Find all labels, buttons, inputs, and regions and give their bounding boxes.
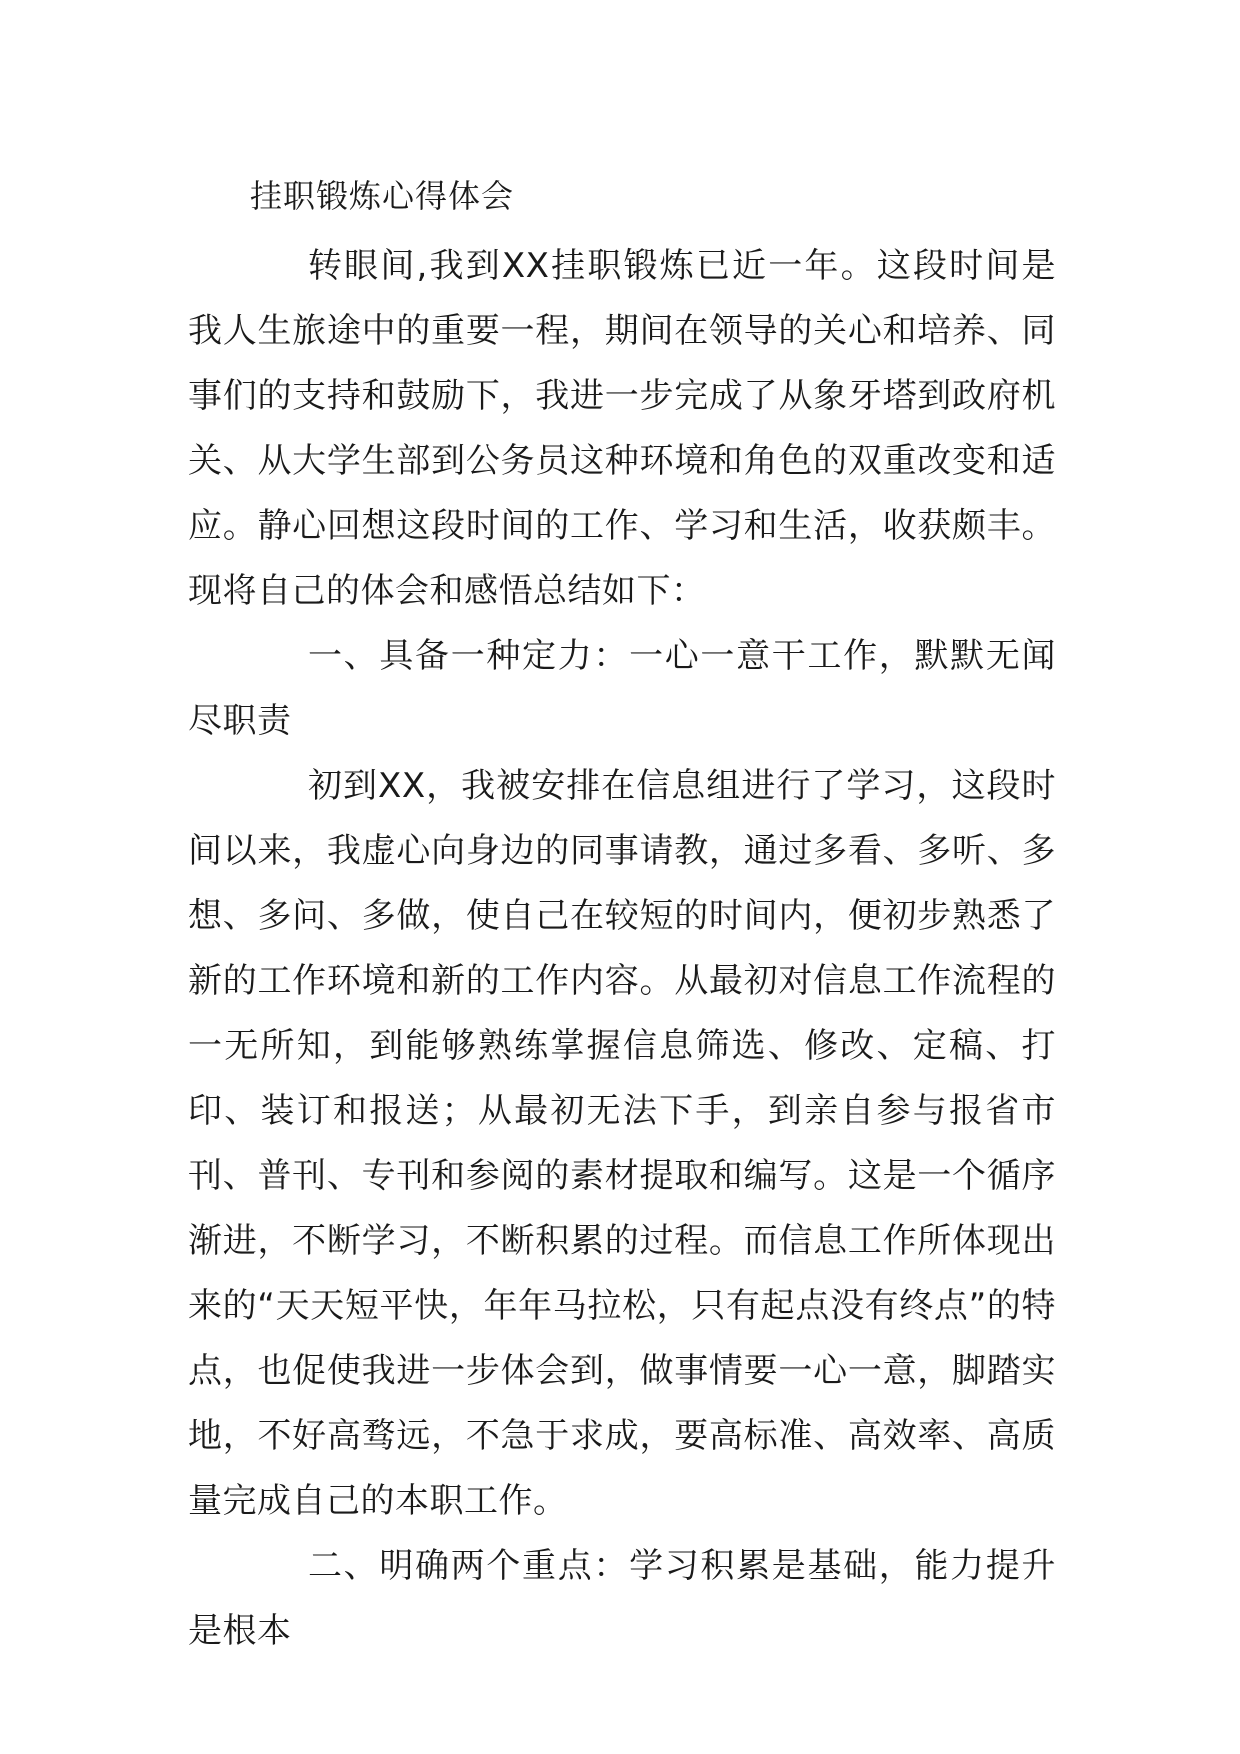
paragraph-intro: 转眼间,我到XX挂职锻炼已近一年。这段时间是我人生旅途中的重要一程，期间在领导的关心和培养、同事们的支持和鼓励下，我进一步完成了从象牙塔到政府机关、从大学生部到公务员这种环境和角色的双重改变和适应。静心回想这段时间的工作、学习和生活，收获颇丰。现将自己的体会和感悟总结如下：	[188, 246, 1056, 611]
heading-section-2: 二、明确两个重点：学习积累是基础，能力提升是根本	[188, 1546, 1056, 1651]
paragraph-section-1: 初到XX，我被安排在信息组进行了学习，这段时间以来，我虚心向身边的同事请教，通过多看、多听、多想、多问、多做，使自己在较短的时间内，便初步熟悉了新的工作环境和新的工作内容。从最初对信息工作流程的一无所知，到能够熟练掌握信息筛选、修改、定稿、打印、装订和报送；从最初无法下手，到亲自参与报省市刊、普刊、专刊和参阅的素材提取和编写。这是一个循序渐进，不断学习，不断积累的过程。而信息工作所体现出来的“天天短平快，年年马拉松，只有起点没有终点”的特点，也促使我进一步体会到，做事情要一心一意，脚踏实地，不好高骛远，不急于求成，要高标准、高效率、高质量完成自己的本职工作。	[188, 766, 1056, 1521]
document-body	[188, 234, 1056, 1664]
document-title: 挂职锻炼心得体会	[250, 177, 515, 215]
heading-section-1: 一、具备一种定力：一心一意干工作，默默无闻尽职责	[188, 636, 1056, 741]
